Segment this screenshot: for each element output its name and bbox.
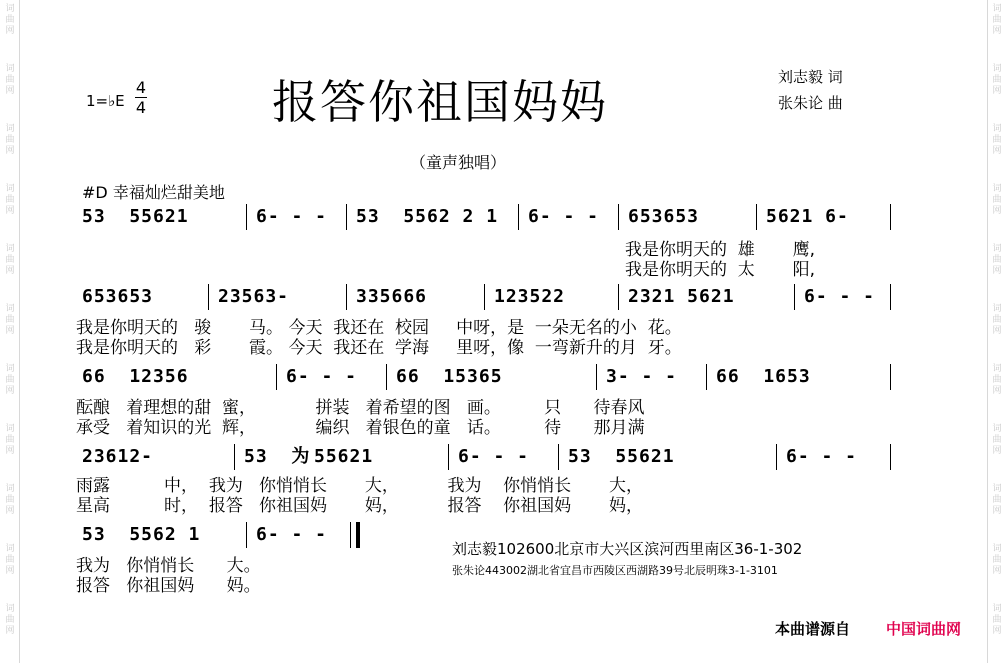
- measure-4-1: 23612-: [82, 446, 154, 467]
- composer-credit: 张朱论 曲: [778, 94, 843, 112]
- barline: [776, 444, 777, 470]
- composer-address: 张朱论443002湖北省宜昌市西陵区西湖路39号北辰明珠3-1-3101: [452, 564, 778, 577]
- watermark-right-5: 词 曲 网: [992, 244, 1002, 276]
- watermark-left-5: 词 曲 网: [5, 244, 15, 276]
- barline: [794, 284, 795, 310]
- measure-3-3: 66 15365: [396, 366, 503, 387]
- watermark-right-4: 词 曲 网: [992, 184, 1002, 216]
- barline: [208, 284, 209, 310]
- watermark-left-10: 词 曲 网: [5, 544, 15, 576]
- measure-4-6: 6- - -: [786, 446, 858, 467]
- measure-4-3: 55621: [314, 446, 374, 467]
- final-barline: [350, 522, 360, 548]
- measure-5-2: 6- - -: [256, 524, 328, 545]
- barline: [890, 444, 891, 470]
- watermark-right-8: 词 曲 网: [992, 424, 1002, 456]
- barline: [618, 284, 619, 310]
- measure-1-1: 53 55621: [82, 206, 189, 227]
- lyrics-row-2-verse-1: 我是你明天的 骏 马。 今天 我还在 校园 中呀，是 一朵无名的小 花。: [76, 318, 682, 338]
- measure-1-2: 6- - -: [256, 206, 328, 227]
- measure-4-5: 53 55621: [568, 446, 675, 467]
- barline: [448, 444, 449, 470]
- barline: [618, 204, 619, 230]
- score-row-1: [80, 198, 892, 238]
- watermark-right-7: 词 曲 网: [992, 364, 1002, 396]
- watermark-left-8: 词 曲 网: [5, 424, 15, 456]
- measure-3-5: 66 1653: [716, 366, 811, 387]
- measure-2-3: 335666: [356, 286, 428, 307]
- watermark-left-9: 词 曲 网: [5, 484, 15, 516]
- watermark-right-11: 词 曲 网: [992, 604, 1002, 636]
- lyrics-row-3-verse-1: 酝酿 着理想的甜 蜜， 拼装 着希望的图 画。 只 待春风: [76, 398, 645, 418]
- performance-subtitle: （童声独唱）: [410, 153, 507, 172]
- watermark-left-4: 词 曲 网: [5, 184, 15, 216]
- barline: [346, 204, 347, 230]
- measure-4-4: 6- - -: [458, 446, 530, 467]
- lyrics-row-2-verse-2: 我是你明天的 彩 霞。 今天 我还在 学海 里呀，像 一弯新升的月 牙。: [76, 338, 682, 358]
- score-row-4: [80, 438, 892, 478]
- measure-1-3: 53 5562 2 1: [356, 206, 499, 227]
- watermark-right-1: 词 曲 网: [992, 4, 1002, 36]
- lyrics-row-4-verse-1: 雨露 中， 我为 你悄悄长 大， 我为 你悄悄长 大，: [76, 476, 643, 496]
- watermark-right-6: 词 曲 网: [992, 304, 1002, 336]
- barline: [276, 364, 277, 390]
- measure-1-5: 653653: [628, 206, 700, 227]
- lyricist-address: 刘志毅102600北京市大兴区滨河西里南区36-1-302: [452, 540, 803, 558]
- score-row-5: [80, 516, 370, 556]
- lyrics-row-3-verse-2: 承受 着知识的光 辉， 编织 着银色的童 话。 待 那月满: [76, 418, 645, 438]
- watermark-left-11: 词 曲 网: [5, 604, 15, 636]
- measure-2-5: 2321 5621: [628, 286, 735, 307]
- time-sig-bottom: 4: [135, 98, 147, 117]
- measure-3-2: 6- - -: [286, 366, 358, 387]
- measure-3-1: 66 12356: [82, 366, 189, 387]
- barline: [346, 284, 347, 310]
- score-row-3: [80, 358, 892, 398]
- source-label: 本曲谱源自: [775, 620, 851, 638]
- barline: [484, 284, 485, 310]
- barline: [890, 364, 891, 390]
- measure-2-6: 6- - -: [804, 286, 876, 307]
- barline: [756, 204, 757, 230]
- watermark-right-2: 词 曲 网: [992, 64, 1002, 96]
- barline: [246, 204, 247, 230]
- barline: [706, 364, 707, 390]
- watermark-left-3: 词 曲 网: [5, 124, 15, 156]
- song-title: 报答你祖国妈妈: [272, 75, 608, 129]
- lyrics-row-5-verse-1: 我为 你悄悄长 大。: [76, 556, 261, 576]
- lyrics-row-5-verse-2: 报答 你祖国妈 妈。: [76, 576, 261, 596]
- measure-2-1: 653653: [82, 286, 154, 307]
- watermark-right-10: 词 曲 网: [992, 544, 1002, 576]
- barline: [558, 444, 559, 470]
- barline: [890, 284, 891, 310]
- lyrics-row-4-verse-2: 星高 时， 报答 你祖国妈 妈， 报答 你祖国妈 妈，: [76, 496, 643, 516]
- measure-4-2: 53 为: [244, 446, 311, 467]
- measure-3-4: 3- - -: [606, 366, 678, 387]
- watermark-left-6: 词 曲 网: [5, 304, 15, 336]
- watermark-left-2: 词 曲 网: [5, 64, 15, 96]
- barline: [518, 204, 519, 230]
- watermark-left-1: 词 曲 网: [5, 4, 15, 36]
- measure-2-4: 123522: [494, 286, 566, 307]
- barline: [246, 522, 247, 548]
- watermark-right-3: 词 曲 网: [992, 124, 1002, 156]
- barline: [234, 444, 235, 470]
- measure-1-6: 5621 6-: [766, 206, 849, 227]
- tempo-marking: #D 幸福灿烂甜美地: [82, 183, 225, 202]
- measure-2-2: 23563-: [218, 286, 290, 307]
- measure-5-1: 53 5562 1: [82, 524, 201, 545]
- barline: [386, 364, 387, 390]
- lyrics-row-1-verse-1: 我是你明天的 雄 鹰,: [625, 240, 816, 260]
- score-row-2: [80, 278, 892, 318]
- barline: [890, 204, 891, 230]
- time-signature: [134, 78, 148, 117]
- lyrics-row-1-verse-2: 我是你明天的 太 阳,: [625, 260, 816, 280]
- lyricist-credit: 刘志毅 词: [778, 68, 843, 86]
- key-signature: 1=♭E: [86, 92, 125, 110]
- barline: [596, 364, 597, 390]
- time-sig-top: 4: [135, 78, 147, 97]
- measure-1-4: 6- - -: [528, 206, 600, 227]
- watermark-right-9: 词 曲 网: [992, 484, 1002, 516]
- site-name-link[interactable]: 中国词曲网: [886, 620, 962, 638]
- watermark-left-7: 词 曲 网: [5, 364, 15, 396]
